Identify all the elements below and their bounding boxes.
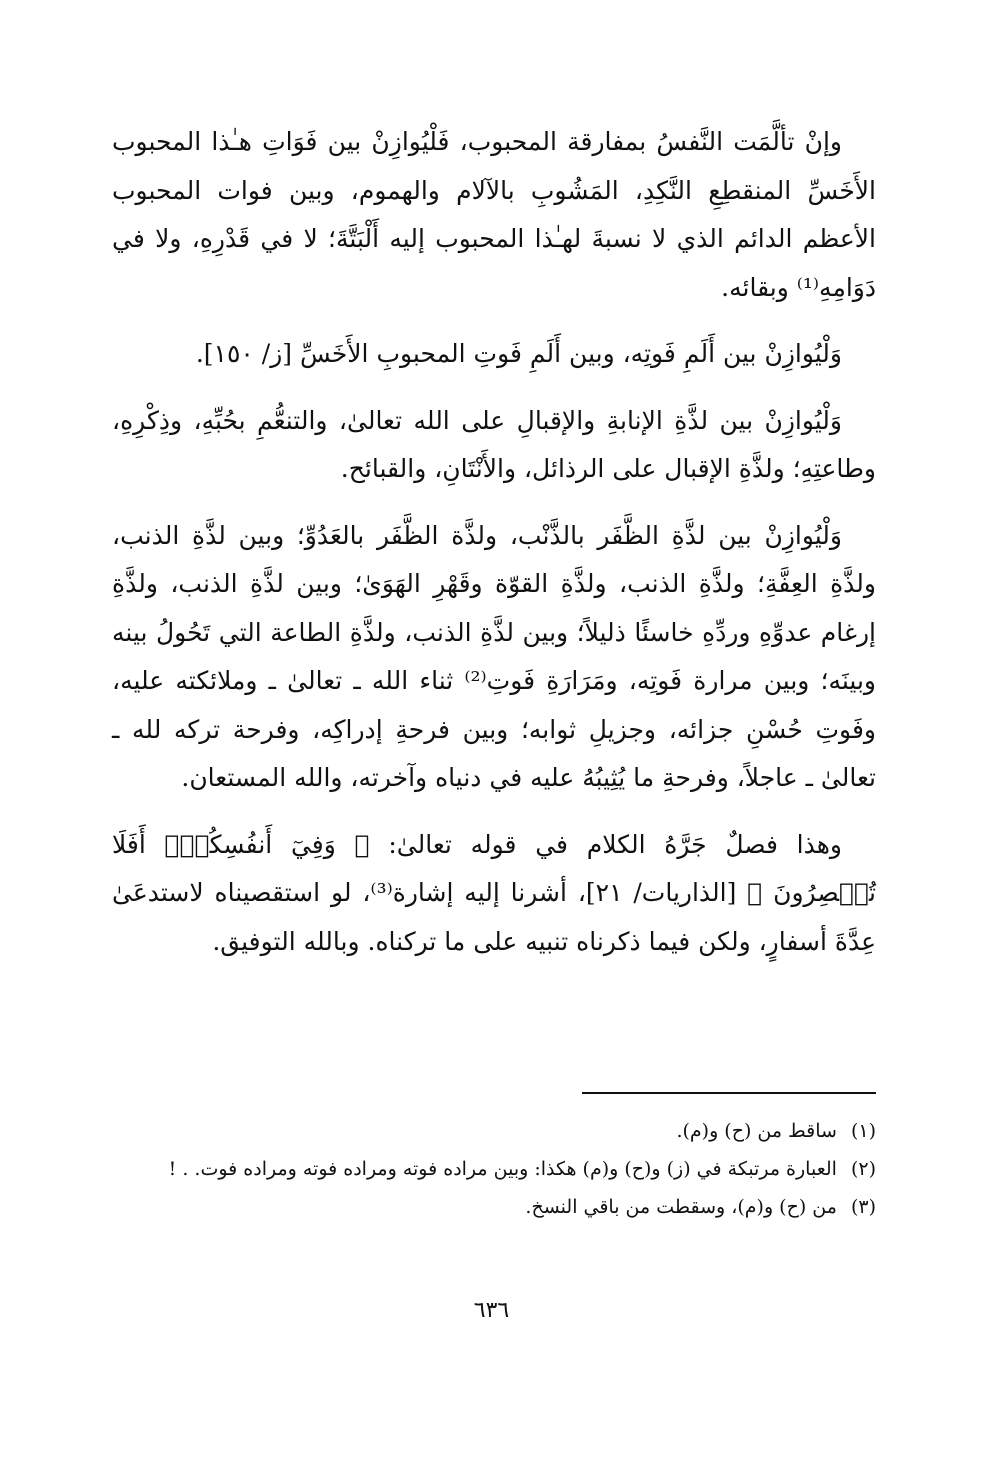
paragraph-3: وَلْيُوازِنْ بين لذَّةِ الإنابةِ والإقبالِ على الله تعالىٰ، والتنعُّمِ بحُبِّهِ، وذِكْرِهِ، وطاعتِهِ؛ ولذَّةِ الإقبال على الرذائل، والأَنْتَانِ، والقبائح. [112, 405, 876, 483]
footnote-text: ساقط من (ح) و(م). [676, 1120, 837, 1142]
footnote-text: من (ح) و(م)، وسقطت من باقي النسخ. [525, 1196, 837, 1218]
paragraph-4: وَلْيُوازِنْ بين لذَّةِ الظَّفَر بالذَّنْب، ولذَّة الظَّفَر بالعَدُوِّ؛ وبين لذَّةِ الذنب، ولذَّةِ العِفَّةِ؛ ولذَّةِ الذنب، ولذَّةِ القوّة وقَهْرِ الهَوَىٰ؛ وبين لذَّةِ الذنب، ولذَّةِ إرغام عدوِّهِ وردِّهِ خاسئًا ذليلاً؛ وبين لذَّةِ الذنب، ولذَّةِ الطاعة التي تَحُولُ بينه وبينَه؛ وبين مرارة فَوتِه، ومَرَارَةِ فَوتِ⁽²⁾ ثناء الله ـ تعالىٰ ـ وملائكته عليه، وفَوتِ حُسْنِ جزائه، وجزيلِ ثوابه؛ وبين فرحةِ إدراكِه، وفرحة تركه لله ـ تعالىٰ ـ عاجلاً، وفرحةِ ما يُثِيبُهُ عليه في دنياه وآخرته، والله المستعان. [112, 520, 876, 792]
paragraph-2: وَلْيُوازِنْ بين أَلَمِ فَوتِه، وبين أَلَمِ فَوتِ المحبوبِ الأَخَسِّ [ز/ ١٥٠]. [195, 339, 842, 368]
paragraph-5: وهذا فصلٌ جَرَّهُ الكلام في قوله تعالىٰ: ﴿ وَفِيٓ أَنفُسِكُمۡۚ أَفَلَا تُبۡصِرُونَ ﴾ [الذاريات/ ٢١]، أشرنا إليه إشارة⁽³⁾، لو استقصيناه لاستدعَىٰ عِدَّةَ أسفارٍ، ولكن فيما ذكرناه تنبيه على ما تركناه. وبالله التوفيق. [112, 829, 876, 956]
footnotes [112, 1112, 876, 1226]
page-number: ٦٣٦ [473, 1298, 510, 1323]
main-text [112, 118, 876, 984]
footnote-number: (٢) [850, 1158, 876, 1180]
footnote-divider [582, 1092, 876, 1094]
footnote-number: (٣) [850, 1196, 876, 1218]
footnote-1 [112, 1112, 876, 1150]
paragraph-1: وإنْ تألَّمَت النَّفسُ بمفارقة المحبوب، فَلْيُوازِنْ بين فَوَاتِ هـٰذا المحبوب الأَخَسِّ المنقطِعِ النَّكِدِ، المَشُوبِ بالآلام والهموم، وبين فوات المحبوب الأعظم الدائم الذي لا نسبةَ لهـٰذا المحبوب إليه أَلْبَتَّةَ؛ لا في قَدْرِهِ، ولا في دَوَامِهِ⁽¹⁾ وبقائه. [112, 127, 876, 302]
footnote-3 [112, 1188, 876, 1226]
footnote-number: (١) [850, 1120, 876, 1142]
footnote-2 [112, 1150, 876, 1188]
footnote-text: العبارة مرتبكة في (ز) و(ح) و(م) هكذا: وبين مراده فوته ومراده فوته ومراده فوت. . ! [168, 1158, 837, 1180]
